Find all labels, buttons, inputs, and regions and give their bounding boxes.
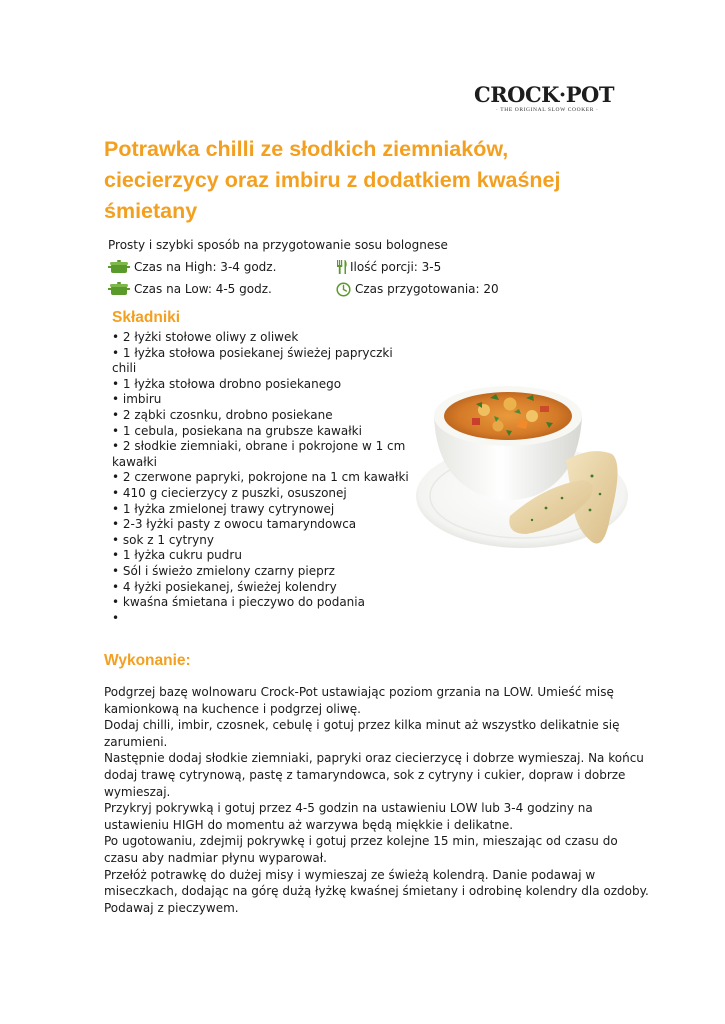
ingredient-item: • 2 słodkie ziemniaki, obrane i pokrojone w 1 cm kawałki	[112, 439, 406, 469]
ingredient-item: • 2 łyżki stołowe oliwy z oliwek	[112, 330, 299, 344]
ingredient-item: • 1 łyżka cukru pudru	[112, 548, 242, 563]
ingredient-item: • 1 łyżka stołowa posiekanej świeżej papryczki chili	[112, 345, 393, 376]
logo-brand-text: CROCK·POT	[474, 82, 614, 107]
ingredient-item: • 2 ząbki czosnku, drobno posiekane	[112, 407, 333, 422]
meta-low-time	[108, 281, 272, 297]
clock-icon	[336, 282, 351, 297]
slow-cooker-icon	[108, 259, 130, 275]
ingredient-item: • 2 czerwone papryki, pokrojone na 1 cm kawałki	[112, 470, 409, 485]
prep-time-text: Czas przygotowania: 20	[355, 282, 499, 296]
ingredients-heading: Składniki	[112, 309, 181, 326]
ingredient-item: • 1 cebula, posiekana na grubsze kawałki	[112, 423, 362, 438]
meta-servings	[336, 259, 441, 275]
servings-text: Ilość porcji: 3-5	[350, 260, 442, 274]
ingredient-item: •	[112, 610, 120, 625]
ingredient-item: • 2-3 łyżki pasty z owocu tamaryndowca	[112, 517, 357, 532]
ingredient-item: • sok z 1 cytryny	[112, 532, 214, 547]
dish-photo	[414, 368, 632, 578]
method-step: Po ugotowaniu, zdejmij pokrywkę i gotuj przez kolejne 15 min, mieszając od czasu do czasu aby nadmiar płynu wyparował.	[104, 834, 618, 865]
ingredient-item: • imbiru	[112, 392, 162, 407]
ingredient-item: • 1 łyżka zmielonej trawy cytrynowej	[112, 501, 335, 516]
ingredient-item: • 1 łyżka stołowa drobno posiekanego	[112, 376, 342, 391]
method-step: Podgrzej bazę wolnowaru Crock-Pot ustawiając poziom grzania na LOW. Umieść misę kamionkową na kuchence i podgrzej oliwę.	[104, 685, 614, 716]
meta-high-time	[108, 259, 276, 275]
ingredients-list	[112, 330, 412, 626]
crock-pot-logo	[474, 82, 614, 120]
ingredient-item: • 4 łyżki posiekanej, świeżej kolendry	[112, 579, 337, 594]
method-step: Następnie dodaj słodkie ziemniaki, papryki oraz ciecierzycę i dobrze wymieszaj. Na końcu dodaj trawę cytrynową, pastę z tamaryndowca, sok z cytryny i cukier, dopraw i dobrze wymieszaj.	[104, 751, 644, 799]
method-step: Dodaj chilli, imbir, czosnek, cebulę i gotuj przez kilka minut aż wszystko delikatnie się zarumieni.	[104, 718, 620, 749]
slow-cooker-icon	[108, 281, 130, 297]
logo-tagline: · THE ORIGINAL SLOW COOKER ·	[496, 107, 599, 113]
method-step: Przykryj pokrywką i gotuj przez 4-5 godzin na ustawieniu LOW lub 3-4 godziny na ustawieniu HIGH do momentu aż warzywa będą miękkie i delikatne.	[104, 801, 593, 832]
method-heading: Wykonanie:	[104, 652, 191, 669]
meta-prep-time	[336, 281, 499, 297]
ingredient-item: • 410 g ciecierzycy z puszki, osuszonej	[112, 485, 347, 500]
recipe-intro: Prosty i szybki sposób na przygotowanie sosu bolognese	[108, 238, 448, 252]
cutlery-icon	[336, 259, 348, 275]
ingredient-item: • Sól i świeżo zmielony czarny pieprz	[112, 563, 335, 578]
method-step: Przełóż potrawkę do dużej misy i wymieszaj ze świeżą kolendrą. Danie podawaj w miseczkach, dodając na górę dużą łyżkę kwaśnej śmietany i odrobinę kolendry dla ozdoby. Podawaj z pieczywem.	[104, 867, 649, 915]
ingredient-item: • kwaśna śmietana i pieczywo do podania	[112, 595, 365, 610]
high-time-text: Czas na High: 3-4 godz.	[134, 260, 277, 274]
method-steps	[104, 684, 649, 916]
recipe-title: Potrawka chilli ze słodkich ziemniaków, ciecierzycy oraz imbiru z dodatkiem kwaśnej śmietany	[104, 137, 561, 223]
low-time-text: Czas na Low: 4-5 godz.	[134, 282, 272, 296]
